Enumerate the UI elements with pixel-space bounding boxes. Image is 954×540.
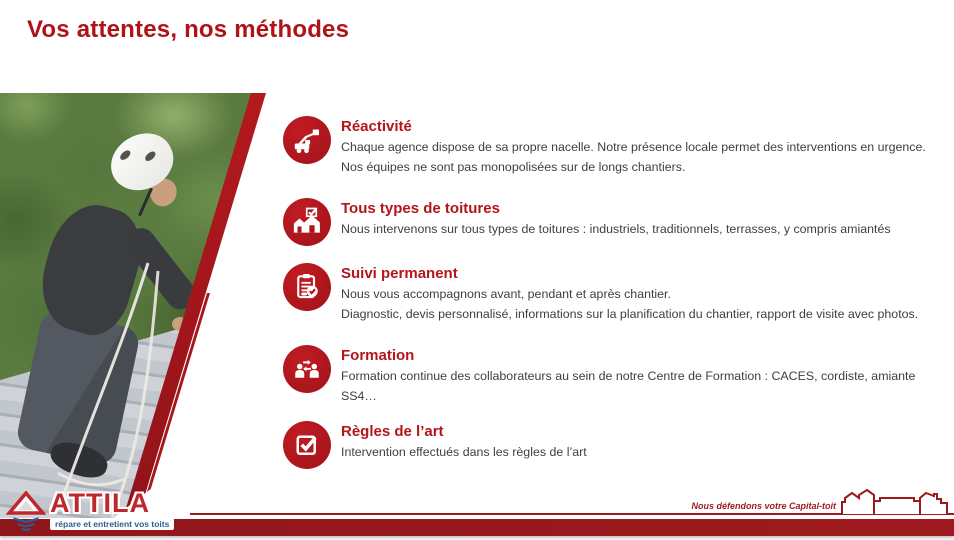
section-formation	[283, 345, 931, 407]
section-toitures	[283, 198, 931, 246]
section-regles	[283, 421, 931, 469]
section-line: Chaque agence dispose de sa propre nacelle. Notre présence locale permet des interventions en urgence.	[341, 140, 926, 154]
section-heading: Règles de l’art	[341, 423, 444, 440]
attila-tagline: répare et entretient vos toits	[50, 518, 174, 530]
section-heading: Tous types de toitures	[341, 200, 500, 217]
nacelle-truck-icon	[283, 116, 331, 164]
worker-photo	[0, 93, 268, 518]
attila-wordmark: ATTILA	[50, 488, 150, 518]
section-line: Nous intervenons sur tous types de toitures : industriels, traditionnels, terrasses, y compris amiantés	[341, 222, 891, 236]
section-line: Intervention effectués dans les règles de l’art	[341, 445, 587, 459]
section-suivi	[283, 263, 931, 325]
roofline-silhouette-icon	[838, 487, 952, 515]
people-exchange-icon	[283, 345, 331, 393]
section-reactivite	[283, 116, 931, 178]
section-line: Diagnostic, devis personnalisé, informations sur la planification du chantier, rapport de visite avec photos.	[341, 306, 919, 321]
safety-ropes	[0, 93, 268, 518]
houses-check-icon	[283, 198, 331, 246]
section-line: Nous vous accompagnons avant, pendant et après chantier.	[341, 287, 671, 301]
section-heading: Formation	[341, 347, 415, 364]
footer-slogan: Nous défendons votre Capital-toit	[691, 501, 836, 511]
section-heading: Réactivité	[341, 118, 412, 135]
attila-logo-mark-icon	[6, 491, 46, 535]
slide-title: Vos attentes, nos méthodes	[27, 16, 350, 43]
clipboard-check-icon	[283, 263, 331, 311]
attila-logo	[6, 488, 174, 535]
section-heading: Suivi permanent	[341, 265, 458, 282]
section-line: Nos équipes ne sont pas monopolisées sur de longs chantiers.	[341, 159, 686, 174]
section-line: Formation continue des collaborateurs au sein de notre Centre de Formation : CACES, cordiste, amiante SS4…	[341, 369, 916, 403]
checkbox-icon	[283, 421, 331, 469]
